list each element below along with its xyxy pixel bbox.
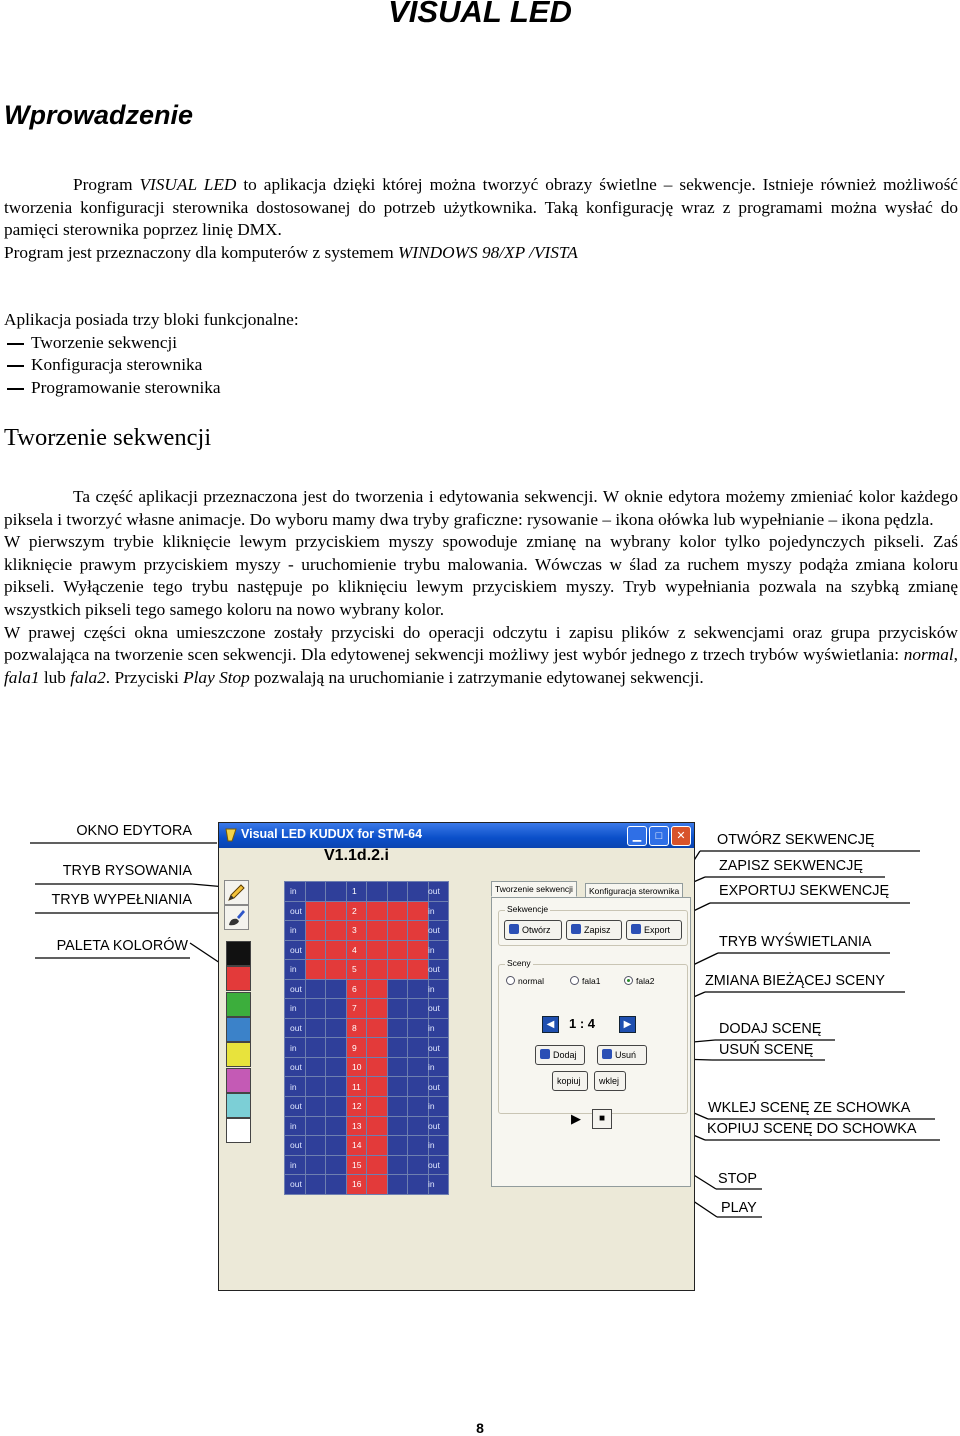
palette-swatch[interactable] — [226, 992, 251, 1017]
intro-text-b: to aplikacja dzięki której można tworzyć obrazy świetlne – sekwencje. Istnieje również możliwość tworzenia konfiguracji sterownika dostosowanej do potrzeb użytkownika. Taką konfigurację wraz z programami można wysłać do pamięci sterownika poprzez linię DMX. — [4, 175, 958, 240]
pixel-cell[interactable] — [305, 921, 326, 941]
stop-button[interactable] — [592, 1109, 612, 1129]
pixel-cell[interactable] — [367, 1077, 388, 1097]
label-stop: STOP — [718, 1171, 757, 1187]
palette-swatch[interactable] — [226, 1118, 251, 1143]
seq-text-a: W prawej części okna umieszczone zostały przyciski do operacji odczytu i zapisu plików z sekwencjami oraz grupa przycisków pozwalająca na tworzenie scen sekwencji. Dla edytowenej sekwencji możliwy jest wybór jednego z trzech trybów wyświetlania: — [4, 622, 958, 665]
pixel-cell[interactable] — [367, 1155, 388, 1175]
pixel-cell[interactable] — [305, 882, 326, 902]
open-icon — [509, 924, 519, 934]
label-add-scene: DODAJ SCENĘ — [719, 1021, 822, 1037]
radio-fala2-dot — [624, 976, 633, 985]
minimize-icon[interactable]: ▁ — [627, 826, 647, 846]
pixel-cell[interactable] — [326, 882, 347, 902]
pixel-cell[interactable] — [367, 1116, 388, 1136]
window-title: Visual LED KUDUX for STM-64 — [241, 827, 423, 841]
pixel-cell[interactable] — [367, 1057, 388, 1077]
export-button[interactable] — [626, 920, 682, 940]
grid-row — [285, 960, 449, 980]
pixel-cell[interactable] — [305, 940, 326, 960]
pixel-cell[interactable] — [387, 960, 408, 980]
grid-row — [285, 1018, 449, 1038]
export-button-label: Export — [644, 925, 671, 935]
pixel-cell[interactable] — [326, 979, 347, 999]
save-button[interactable] — [566, 920, 622, 940]
row-number-label: 7 — [352, 1003, 357, 1014]
pixel-cell[interactable] — [408, 1155, 429, 1175]
os-text: Program jest przeznaczony dla komputerów z systemem — [4, 242, 398, 262]
seq-paragraph-1: Ta część aplikacji przeznaczona jest do tworzenia i edytowania sekwencji. W oknie edytora możemy zmieniać kolor każdego piksela i tworzyć własne animacje. Do wyboru mamy dwa tryby graficzne: rysowanie – ikona ołówka lub wypełnianie – ikona pędzla. — [4, 487, 958, 529]
row-number-label: 14 — [352, 1140, 362, 1151]
app-logo-icon — [224, 827, 238, 843]
pixel-cell[interactable] — [408, 1018, 429, 1038]
pixel-cell[interactable] — [408, 1175, 429, 1195]
row-number-label: 11 — [352, 1081, 361, 1092]
play-stop-text: Play Stop — [183, 667, 250, 687]
row-right-label: in — [428, 1101, 435, 1112]
pixel-cell[interactable] — [326, 940, 347, 960]
pixel-cell[interactable] — [367, 1097, 388, 1117]
radio-normal-label: normal — [518, 976, 544, 986]
row-left-label: out — [290, 1101, 302, 1112]
paste-scene-button[interactable]: wklej — [594, 1071, 626, 1091]
grid-row — [285, 921, 449, 941]
os-name: WINDOWS 98/XP /VISTA — [397, 242, 578, 262]
pixel-cell[interactable] — [408, 1057, 429, 1077]
grid-row — [285, 882, 449, 902]
row-right-label: out — [428, 886, 440, 896]
led-grid-table[interactable] — [284, 881, 449, 1195]
radio-fala2[interactable] — [624, 976, 654, 986]
row-left-label: out — [290, 1179, 302, 1190]
seq-text-b: . Przyciski — [105, 667, 184, 687]
label-draw-mode: TRYB RYSOWANIA — [62, 863, 192, 879]
grid-row — [285, 1155, 449, 1175]
row-number-label: 5 — [352, 964, 357, 975]
pixel-cell[interactable] — [387, 901, 408, 921]
intro-text-a: Program — [73, 175, 140, 194]
pixel-cell[interactable] — [367, 921, 388, 941]
row-number-label: 2 — [352, 905, 357, 916]
pixel-cell[interactable] — [387, 1175, 408, 1195]
play-icon: ▶ — [571, 1111, 581, 1126]
pixel-cell[interactable] — [367, 901, 388, 921]
pixel-cell[interactable] — [408, 1116, 429, 1136]
pixel-cell[interactable] — [305, 999, 326, 1019]
row-left-label: out — [290, 905, 302, 916]
add-scene-button[interactable] — [535, 1045, 585, 1065]
row-left-label: out — [290, 983, 302, 994]
pixel-cell[interactable] — [367, 960, 388, 980]
row-left-label: in — [290, 1042, 297, 1053]
section-heading: Tworzenie sekwencji — [4, 424, 212, 451]
label-display-mode: TRYB WYŚWIETLANIA — [719, 934, 872, 950]
seq-text-c: pozwalają na uruchomianie i zatrzymanie edytowanej sekwencji. — [249, 667, 704, 687]
radio-fala2-label: fala2 — [636, 976, 655, 986]
row-left-label: in — [290, 964, 297, 975]
pixel-cell[interactable] — [326, 1116, 347, 1136]
row-right-label: out — [428, 1081, 440, 1092]
label-editor-window: OKNO EDYTORA — [76, 823, 192, 839]
grid-row — [285, 1175, 449, 1195]
radio-fala1-dot — [570, 976, 579, 985]
document-title: VISUAL LED — [388, 0, 572, 29]
pixel-cell[interactable] — [326, 1038, 347, 1058]
pixel-cell[interactable] — [367, 940, 388, 960]
pixel-cell[interactable] — [305, 1175, 326, 1195]
add-icon — [540, 1049, 550, 1059]
row-right-label: in — [428, 1062, 435, 1073]
radio-fala1[interactable] — [570, 976, 600, 986]
seq-paragraph-2: W pierwszym trybie kliknięcie lewym przyciskiem myszy spowoduje zmianę na wybrany kolor tylko pojedynczych pikseli. Zaś kliknięcie prawym przyciskiem myszy - uruchomienie trybu malowania. Wówczas w ślad za ruchem myszy podąża zmiana koloru pikseli. Wyłączenie tego trybu następuje po kliknięciu lewym przyciskiem myszy. Tryb wypełniania pozwala na szybką zmianę wszystkich pikseli tego samego koloru na nowo wybrany kolor. — [4, 532, 958, 619]
pixel-cell[interactable] — [387, 1038, 408, 1058]
row-number-label: 6 — [352, 983, 357, 994]
pixel-cell[interactable] — [408, 1077, 429, 1097]
pixel-cell[interactable] — [326, 1136, 347, 1156]
label-change-scene: ZMIANA BIEŻĄCEJ SCENY — [705, 973, 885, 989]
save-icon — [571, 924, 581, 934]
row-left-label: out — [290, 1022, 302, 1033]
pixel-cell[interactable] — [408, 999, 429, 1019]
pixel-cell[interactable] — [305, 960, 326, 980]
pixel-cell[interactable] — [326, 960, 347, 980]
pixel-cell[interactable] — [367, 1136, 388, 1156]
pixel-cell[interactable] — [387, 999, 408, 1019]
brush-icon — [225, 906, 248, 929]
list-item: Programowanie sterownika — [4, 377, 958, 400]
radio-fala1-label: fala1 — [582, 976, 601, 986]
brush-tool-button[interactable] — [224, 905, 249, 930]
mode-fala2: fala2 — [70, 667, 106, 687]
row-right-label: in — [428, 1022, 435, 1033]
row-number-label: 3 — [352, 925, 357, 936]
palette-swatch[interactable] — [226, 1042, 251, 1067]
grid-row — [285, 1038, 449, 1058]
row-right-label: out — [428, 1159, 440, 1170]
pencil-tool-button[interactable] — [224, 880, 249, 905]
pixel-cell[interactable] — [326, 1097, 347, 1117]
pixel-cell[interactable] — [408, 921, 429, 941]
row-left-label: out — [290, 1062, 302, 1073]
grid-row — [285, 1116, 449, 1136]
pixel-cell[interactable] — [326, 1057, 347, 1077]
pixel-cell[interactable] — [408, 1097, 429, 1117]
row-number-label: 16 — [352, 1179, 362, 1190]
open-button[interactable] — [504, 920, 562, 940]
mode-fala1: fala1 — [4, 667, 40, 687]
pixel-cell[interactable] — [305, 901, 326, 921]
label-export-sequence: EXPORTUJ SEKWENCJĘ — [719, 883, 890, 899]
grid-row — [285, 1057, 449, 1077]
mode-normal: normal — [903, 645, 954, 665]
seq-sep: lub — [39, 667, 71, 687]
palette-swatch[interactable] — [226, 1017, 251, 1042]
pixel-cell[interactable] — [408, 979, 429, 999]
pixel-cell[interactable] — [367, 1018, 388, 1038]
pixel-cell[interactable] — [305, 1018, 326, 1038]
grid-row — [285, 979, 449, 999]
led-grid[interactable] — [284, 881, 448, 1194]
pixel-cell[interactable] — [408, 940, 429, 960]
grid-row — [285, 999, 449, 1019]
version-label: V1.1d.2.i — [324, 847, 389, 864]
arrow-right-icon: ▶ — [623, 1019, 632, 1030]
row-left-label: in — [290, 1003, 297, 1014]
palette-swatch[interactable] — [226, 941, 251, 966]
row-right-label: in — [428, 1140, 435, 1151]
app-name: VISUAL LED — [139, 175, 237, 194]
grid-row — [285, 901, 449, 921]
blocks-intro: Aplikacja posiada trzy bloki funkcjonalne: — [4, 310, 299, 329]
delete-icon — [602, 1049, 612, 1059]
pixel-cell[interactable] — [408, 960, 429, 980]
intro-heading: Wprowadzenie — [4, 100, 194, 130]
row-left-label: out — [290, 1140, 302, 1151]
pixel-cell[interactable] — [387, 882, 408, 902]
row-number-label: 13 — [352, 1120, 362, 1131]
maximize-icon[interactable]: □ — [649, 826, 669, 846]
tab-create-sequence[interactable]: Tworzenie sekwencji — [491, 881, 577, 897]
pixel-cell[interactable] — [305, 979, 326, 999]
grid-row — [285, 1097, 449, 1117]
label-play: PLAY — [721, 1200, 757, 1216]
seq-sep: , — [953, 645, 958, 665]
previous-scene-button[interactable] — [542, 1016, 559, 1033]
pixel-cell[interactable] — [367, 1038, 388, 1058]
row-right-label: out — [428, 925, 440, 936]
pixel-cell[interactable] — [387, 1057, 408, 1077]
pixel-cell[interactable] — [387, 1136, 408, 1156]
pixel-cell[interactable] — [367, 999, 388, 1019]
row-left-label: in — [290, 1081, 297, 1092]
row-right-label: in — [428, 944, 435, 955]
label-delete-scene: USUŃ SCENĘ — [719, 1042, 814, 1058]
pixel-cell[interactable] — [326, 1077, 347, 1097]
grid-row — [285, 940, 449, 960]
radio-normal[interactable] — [506, 976, 544, 986]
pixel-cell[interactable] — [305, 1116, 326, 1136]
palette-swatch[interactable] — [226, 1093, 251, 1118]
save-button-label: Zapisz — [584, 925, 611, 935]
pixel-cell[interactable] — [305, 1155, 326, 1175]
next-scene-button[interactable] — [619, 1016, 636, 1033]
page-number: 8 — [476, 1420, 484, 1436]
row-number-label: 8 — [352, 1022, 357, 1033]
arrow-left-icon: ◀ — [546, 1019, 555, 1030]
row-right-label: in — [428, 983, 435, 994]
label-paste-scene: WKLEJ SCENĘ ZE SCHOWKA — [708, 1100, 911, 1116]
pixel-cell[interactable] — [408, 1136, 429, 1156]
pixel-cell[interactable] — [305, 1097, 326, 1117]
pixel-cell[interactable] — [305, 1136, 326, 1156]
row-left-label: in — [290, 1159, 297, 1170]
radio-normal-dot — [506, 976, 515, 985]
pixel-cell[interactable] — [326, 921, 347, 941]
add-scene-label: Dodaj — [553, 1050, 577, 1060]
pixel-cell[interactable] — [367, 979, 388, 999]
pixel-cell[interactable] — [305, 1057, 326, 1077]
pixel-cell[interactable] — [387, 921, 408, 941]
pixel-cell[interactable] — [367, 1175, 388, 1195]
pixel-cell[interactable] — [387, 1018, 408, 1038]
list-item: Konfiguracja sterownika — [4, 354, 958, 377]
row-right-label: out — [428, 1042, 440, 1053]
row-right-label: in — [428, 1179, 435, 1190]
copy-scene-button[interactable]: kopiuj — [552, 1071, 588, 1091]
scenes-group — [498, 958, 688, 1114]
label-save-sequence: ZAPISZ SEKWENCJĘ — [719, 858, 863, 874]
pixel-cell[interactable] — [326, 1155, 347, 1175]
row-left-label: out — [290, 944, 302, 955]
row-number-label: 15 — [352, 1159, 362, 1170]
pixel-cell[interactable] — [408, 901, 429, 921]
row-right-label: out — [428, 1003, 440, 1014]
label-fill-mode: TRYB WYPEŁNIANIA — [51, 892, 192, 908]
pencil-icon — [225, 881, 248, 904]
open-button-label: Otwórz — [522, 925, 551, 935]
pixel-cell[interactable] — [326, 999, 347, 1019]
row-left-label: in — [290, 1120, 297, 1131]
label-color-palette: PALETA KOLORÓW — [56, 938, 188, 954]
row-number-label: 12 — [352, 1101, 362, 1112]
pixel-cell[interactable] — [387, 1155, 408, 1175]
grid-row — [285, 1136, 449, 1156]
row-number-label: 4 — [352, 944, 357, 955]
row-number-label: 1 — [352, 886, 357, 896]
label-open-sequence: OTWÓRZ SEKWENCJĘ — [717, 832, 875, 848]
row-left-label: in — [290, 925, 297, 936]
pixel-cell[interactable] — [326, 1018, 347, 1038]
pixel-cell[interactable] — [408, 882, 429, 902]
close-icon[interactable]: ✕ — [671, 826, 691, 846]
tab-controller-config[interactable]: Konfiguracja sterownika — [585, 883, 683, 899]
row-right-label: out — [428, 1120, 440, 1131]
pixel-cell[interactable] — [367, 882, 388, 902]
pixel-cell[interactable] — [326, 901, 347, 921]
editor-window — [218, 822, 695, 1291]
files-group-title: Sekwencje — [507, 904, 549, 914]
palette-swatch[interactable] — [226, 966, 251, 991]
row-number-label: 10 — [352, 1062, 362, 1073]
pixel-cell[interactable] — [408, 1038, 429, 1058]
scenes-group-title: Sceny — [507, 958, 531, 968]
window-titlebar[interactable] — [219, 823, 694, 848]
pixel-cell[interactable] — [326, 1175, 347, 1195]
tab-panel — [491, 897, 691, 1187]
row-number-label: 9 — [352, 1042, 357, 1053]
pixel-cell[interactable] — [387, 1097, 408, 1117]
row-right-label: out — [428, 964, 440, 975]
list-item: Tworzenie sekwencji — [4, 332, 958, 355]
row-right-label: in — [428, 905, 435, 916]
pixel-cell[interactable] — [387, 940, 408, 960]
pixel-cell[interactable] — [305, 1077, 326, 1097]
pixel-cell[interactable] — [387, 1116, 408, 1136]
grid-row — [285, 1077, 449, 1097]
label-copy-scene: KOPIUJ SCENĘ DO SCHOWKA — [707, 1121, 917, 1137]
delete-scene-button[interactable] — [597, 1045, 647, 1065]
delete-scene-label: Usuń — [615, 1050, 637, 1060]
scene-counter: 1 : 4 — [569, 1016, 596, 1031]
play-button[interactable] — [571, 1111, 581, 1127]
pixel-cell[interactable] — [305, 1038, 326, 1058]
palette-swatch[interactable] — [226, 1068, 251, 1093]
pixel-cell[interactable] — [387, 979, 408, 999]
export-icon — [631, 924, 641, 934]
pixel-cell[interactable] — [387, 1077, 408, 1097]
stop-icon: ■ — [598, 1113, 606, 1124]
row-left-label: in — [290, 886, 297, 896]
